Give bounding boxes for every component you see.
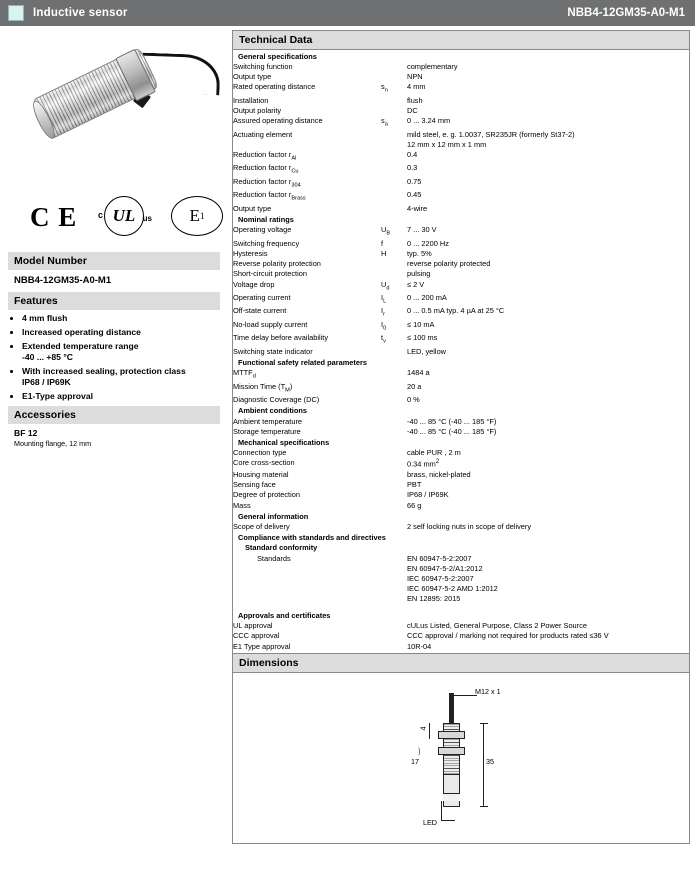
spec-symbol xyxy=(381,95,407,105)
spec-row xyxy=(233,238,689,248)
spec-label: Voltage drop xyxy=(233,279,275,289)
spec-label: E1 Type approval xyxy=(233,641,291,651)
spec-symbol xyxy=(381,259,407,269)
spec-label: UL approval xyxy=(233,621,273,631)
spec-row xyxy=(233,176,689,189)
spec-value: EN 12895: 2015 xyxy=(407,594,461,604)
spec-value: 0 % xyxy=(407,395,420,405)
spec-value: 4-wire xyxy=(407,203,428,213)
accessory-name: BF 12 xyxy=(14,428,38,439)
spec-row xyxy=(233,621,689,631)
spec-label: Output type xyxy=(233,203,272,213)
spec-row xyxy=(233,480,689,490)
spec-value: 0.45 xyxy=(407,190,422,200)
spec-symbol xyxy=(381,190,407,203)
model-number-value: NBB4-12GM35-A0-M1 xyxy=(14,275,112,286)
spec-row xyxy=(233,381,689,394)
spec-symbol xyxy=(381,458,407,470)
spec-symbol xyxy=(381,469,407,479)
spec-label: Installation xyxy=(233,95,269,105)
page-header xyxy=(0,0,695,26)
spec-symbol xyxy=(381,129,407,139)
spec-symbol xyxy=(381,176,407,189)
spec-symbol xyxy=(381,149,407,162)
spec-value: PBT xyxy=(407,480,422,490)
spec-row xyxy=(233,71,689,81)
spec-symbol: $s_a$ xyxy=(381,116,388,128)
spec-label: Standards xyxy=(257,553,291,563)
spec-value: LED, yellow xyxy=(407,346,447,356)
spec-symbol xyxy=(381,447,407,457)
spec-row xyxy=(233,115,689,128)
spec-row xyxy=(233,333,689,346)
spec-value: 0 ... 0.5 mA typ. 4 µA at 25 °C xyxy=(407,306,505,316)
spec-symbol: $I_r$ xyxy=(381,306,385,318)
feature-item: • With increased sealing, protection class IP68 / IP69K xyxy=(22,366,220,387)
product-photo xyxy=(8,30,220,190)
spec-value: typ. 5% xyxy=(407,248,432,258)
spec-row xyxy=(233,521,689,531)
spec-symbol xyxy=(381,416,407,426)
spec-symbol xyxy=(381,105,407,115)
spec-row xyxy=(233,573,689,583)
technical-data-title: Technical Data xyxy=(233,31,689,50)
ul-mark xyxy=(96,196,152,236)
spec-value: 66 g xyxy=(407,500,422,510)
spec-label: Mass xyxy=(233,500,251,510)
spec-value: IEC 60947-5-2 AMD 1:2012 xyxy=(407,584,498,594)
part-number-header: NBB4-12GM35-A0-M1 xyxy=(567,7,685,19)
dimension-label-led: LED xyxy=(423,818,437,828)
spec-symbol: $U_d$ xyxy=(381,279,390,291)
spec-label: Scope of delivery xyxy=(233,521,290,531)
spec-row xyxy=(233,306,689,319)
spec-row xyxy=(233,490,689,500)
spec-label: CCC approval xyxy=(233,631,280,641)
spec-value: brass, nickel-plated xyxy=(407,469,471,479)
spec-row xyxy=(233,139,689,149)
spec-row xyxy=(233,584,689,594)
drawing-led-leader xyxy=(441,801,455,821)
spec-value: 0 ... 200 mA xyxy=(407,293,447,302)
spec-label: Switching function xyxy=(233,61,293,71)
ul-label: UL xyxy=(112,206,136,225)
spec-value: 0.4 xyxy=(407,149,418,159)
spec-value: cULus Listed, General Purpose, Class 2 Power Source xyxy=(407,621,587,631)
spec-row xyxy=(233,319,689,332)
ul-us-label: us xyxy=(142,214,152,223)
spec-value: 4 mm xyxy=(407,82,426,92)
ce-mark: C E xyxy=(30,202,78,232)
spec-group-header: General specifications xyxy=(238,51,317,61)
spec-symbol xyxy=(381,641,407,651)
spec-row xyxy=(233,346,689,356)
spec-label: $MTTF_d$ xyxy=(233,368,256,380)
spec-value: 12 mm x 12 mm x 1 mm xyxy=(407,139,487,149)
spec-label: Degree of protection xyxy=(233,490,300,500)
spec-value: IEC 60947-5-2:2007 xyxy=(407,573,474,583)
spec-symbol xyxy=(381,631,407,641)
drawing-thread-leader xyxy=(453,695,477,696)
product-type-icon xyxy=(8,5,24,21)
wrench-size-icon: ⌒ xyxy=(410,747,421,757)
spec-symbol xyxy=(381,553,407,563)
spec-label: Mission Time $(T_M)$ xyxy=(233,381,293,394)
spec-row xyxy=(233,248,689,258)
spec-group-header: Approvals and certificates xyxy=(238,611,331,621)
spec-value: IP68 / IP69K xyxy=(407,490,449,500)
spec-symbol xyxy=(381,163,407,176)
sensor-barrel xyxy=(32,47,159,139)
features-list xyxy=(8,313,220,402)
spec-value: 0.34 $mm^2$ xyxy=(407,458,440,469)
spec-label: Housing material xyxy=(233,469,289,479)
spec-symbol: H xyxy=(381,248,387,258)
dimension-face-value: 4 xyxy=(418,726,428,731)
spec-label xyxy=(233,563,381,573)
dimension-length-value: 35 xyxy=(486,757,494,767)
spec-value xyxy=(407,543,689,553)
sensor-illustration xyxy=(24,48,224,178)
spec-label: Operating current xyxy=(233,293,291,302)
spec-value: 0 ... 2200 Hz xyxy=(407,238,449,248)
spec-symbol xyxy=(381,269,407,279)
spec-label: Hysteresis xyxy=(233,248,268,258)
spec-symbol xyxy=(381,594,407,604)
spec-value: mild steel, e. g. 1.0037, SR235JR (formerly St37-2) xyxy=(407,129,575,139)
spec-label: Rated operating distance xyxy=(233,82,316,92)
ul-c-label: c xyxy=(98,210,104,220)
spec-group-header: Functional safety related parameters xyxy=(238,358,367,367)
spec-symbol: f xyxy=(381,238,384,248)
spec-symbol xyxy=(381,381,407,394)
spec-row xyxy=(233,203,689,213)
approval-marks xyxy=(8,192,220,246)
spec-row xyxy=(233,563,689,573)
spec-row xyxy=(233,641,689,651)
spec-symbol xyxy=(381,346,407,356)
spec-symbol xyxy=(381,426,407,436)
spec-value: 10R-04 xyxy=(407,641,432,651)
spec-label: Actuating element xyxy=(233,129,293,139)
spec-symbol xyxy=(381,203,407,213)
page-title: Inductive sensor xyxy=(33,7,128,19)
spec-value: ≤ 10 mA xyxy=(407,319,435,329)
spec-symbol: $t_v$ xyxy=(381,333,386,345)
spec-value: 0 ... 3.24 mm xyxy=(407,116,451,126)
spec-label xyxy=(233,594,381,604)
spec-row xyxy=(233,631,689,641)
spec-symbol xyxy=(381,500,407,510)
spec-value: EN 60947-5-2:2007 xyxy=(407,553,472,563)
spec-label: Assured operating distance xyxy=(233,116,323,126)
drawing-nut-lower xyxy=(438,747,465,755)
spec-label xyxy=(233,139,381,149)
spec-symbol xyxy=(381,139,407,149)
drawing-cable xyxy=(449,693,454,723)
spec-row xyxy=(233,225,689,238)
spec-symbol xyxy=(381,521,407,531)
spec-value: NPN xyxy=(407,71,423,81)
spec-value: ≤ 2 V xyxy=(407,279,425,289)
e1-number: 1 xyxy=(199,211,205,221)
spec-label: No-load supply current xyxy=(233,319,308,329)
spec-row xyxy=(233,149,689,162)
dimensions-drawing-area xyxy=(233,673,689,843)
spec-value: 2 self locking nuts in scope of delivery xyxy=(407,521,532,531)
spec-row xyxy=(233,61,689,71)
spec-value: DC xyxy=(407,105,418,115)
spec-label xyxy=(233,584,381,594)
spec-value: -40 ... 85 °C (-40 ... 185 °F) xyxy=(407,416,497,426)
spec-row xyxy=(233,395,689,405)
dimension-drawing xyxy=(383,681,603,841)
spec-label: Connection type xyxy=(233,448,287,458)
features-heading: Features xyxy=(8,292,220,310)
spec-row xyxy=(233,82,689,95)
spec-value: CCC approval / marking not required for products rated ≤36 V xyxy=(407,631,609,641)
spec-row xyxy=(233,426,689,436)
spec-row xyxy=(233,553,689,563)
spec-row xyxy=(233,292,689,305)
left-column xyxy=(0,26,228,448)
spec-symbol xyxy=(381,573,407,583)
drawing-nut-upper xyxy=(438,731,465,739)
spec-symbol xyxy=(381,368,407,381)
spec-value: cable PUR , 2 m xyxy=(407,448,461,458)
spec-symbol xyxy=(381,621,407,631)
drawing-led-zone xyxy=(443,793,460,801)
spec-row xyxy=(233,447,689,457)
spec-symbol xyxy=(381,563,407,573)
accessories-heading: Accessories xyxy=(8,406,220,424)
feature-item: • Increased operating distance xyxy=(22,327,220,338)
spec-label: Sensing face xyxy=(233,480,276,490)
e1-letter: E xyxy=(189,206,200,225)
spec-label: Operating voltage xyxy=(233,225,292,235)
spec-value: pulsing xyxy=(407,269,431,279)
spec-group-header: General information xyxy=(238,511,309,521)
spec-label: Short-circuit protection xyxy=(233,269,307,279)
dimensions-title: Dimensions xyxy=(233,653,689,673)
spec-row xyxy=(233,129,689,139)
model-number-heading: Model Number xyxy=(8,252,220,270)
spec-row xyxy=(233,458,689,470)
spec-label: Core cross-section xyxy=(233,458,295,468)
spec-label: Reverse polarity protection xyxy=(233,259,321,269)
spec-label xyxy=(233,573,381,583)
spec-row xyxy=(233,163,689,176)
spec-row xyxy=(233,95,689,105)
spec-value: 7 ... 30 V xyxy=(407,225,437,235)
spec-value: -40 ... 85 °C (-40 ... 185 °F) xyxy=(407,426,497,436)
spec-label: Switching state indicator xyxy=(233,346,313,356)
spec-group-header: Mechanical specifications xyxy=(238,437,330,447)
dimension-face xyxy=(418,723,430,739)
spec-row xyxy=(233,594,689,604)
spec-symbol: $U_B$ xyxy=(381,225,391,237)
feature-item: • 4 mm flush xyxy=(22,313,220,324)
spec-label: Reduction factor $r_{Cu}$ xyxy=(233,163,299,175)
spec-symbol xyxy=(381,480,407,490)
spec-row xyxy=(233,469,689,479)
e1-mark xyxy=(171,196,223,236)
spec-row xyxy=(233,105,689,115)
spec-label: Reduction factor $r_{Al}$ xyxy=(233,149,297,162)
spec-group-header: Compliance with standards and directives xyxy=(238,533,386,543)
spec-symbol: $s_n$ xyxy=(381,82,388,94)
spec-value: 1484 a xyxy=(407,368,430,378)
spec-row xyxy=(233,190,689,203)
specifications-table xyxy=(233,50,689,651)
spec-symbol xyxy=(381,395,407,405)
spec-label: Reduction factor $r_{Brass}$ xyxy=(233,190,306,202)
dimension-length xyxy=(483,723,494,807)
spec-symbol: $I_0$ xyxy=(381,319,387,332)
spec-label: Diagnostic Coverage (DC) xyxy=(233,395,320,405)
spec-label: Off-state current xyxy=(233,306,287,316)
spec-symbol xyxy=(381,543,407,553)
spec-label: Output type xyxy=(233,71,272,81)
feature-item: • E1-Type approval xyxy=(22,391,220,402)
spec-row xyxy=(233,368,689,381)
spec-value: EN 60947-5-2/A1:2012 xyxy=(407,563,483,573)
spec-label: Time delay before availability xyxy=(233,333,329,343)
spec-symbol xyxy=(381,490,407,500)
spec-symbol: $I_L$ xyxy=(381,293,387,305)
dimension-label-thread: M12 x 1 xyxy=(475,687,501,697)
spec-symbol xyxy=(381,61,407,71)
spec-group-header: Nominal ratings xyxy=(238,214,294,224)
spec-group-header: Ambient conditions xyxy=(238,406,307,416)
spec-value: 20 a xyxy=(407,381,422,391)
spec-label: Storage temperature xyxy=(233,426,301,436)
spec-label: Switching frequency xyxy=(233,238,300,248)
spec-label: Reduction factor $r_{304}$ xyxy=(233,176,301,189)
dimension-wrench-value: 17 xyxy=(411,757,419,767)
spec-label: Output polarity xyxy=(233,105,282,115)
spec-row xyxy=(233,279,689,292)
spec-label: Standard conformity xyxy=(245,543,318,553)
spec-value: 0.3 xyxy=(407,163,418,173)
spec-symbol xyxy=(381,71,407,81)
spec-value: reverse polarity protected xyxy=(407,259,491,269)
feature-item: • Extended temperature range -40 ... +85 °C xyxy=(22,341,220,362)
technical-data-panel xyxy=(232,30,690,844)
accessory-description: Mounting flange, 12 mm xyxy=(14,439,92,449)
spec-symbol xyxy=(381,584,407,594)
spec-value: flush xyxy=(407,95,423,105)
spec-value: complementary xyxy=(407,61,458,71)
spec-row xyxy=(233,543,689,553)
spec-label: Ambient temperature xyxy=(233,416,303,426)
spec-row xyxy=(233,416,689,426)
spec-row xyxy=(233,269,689,279)
spec-row xyxy=(233,259,689,269)
spec-value: 0.75 xyxy=(407,176,422,186)
spec-row xyxy=(233,500,689,510)
spec-value: ≤ 100 ms xyxy=(407,333,438,343)
